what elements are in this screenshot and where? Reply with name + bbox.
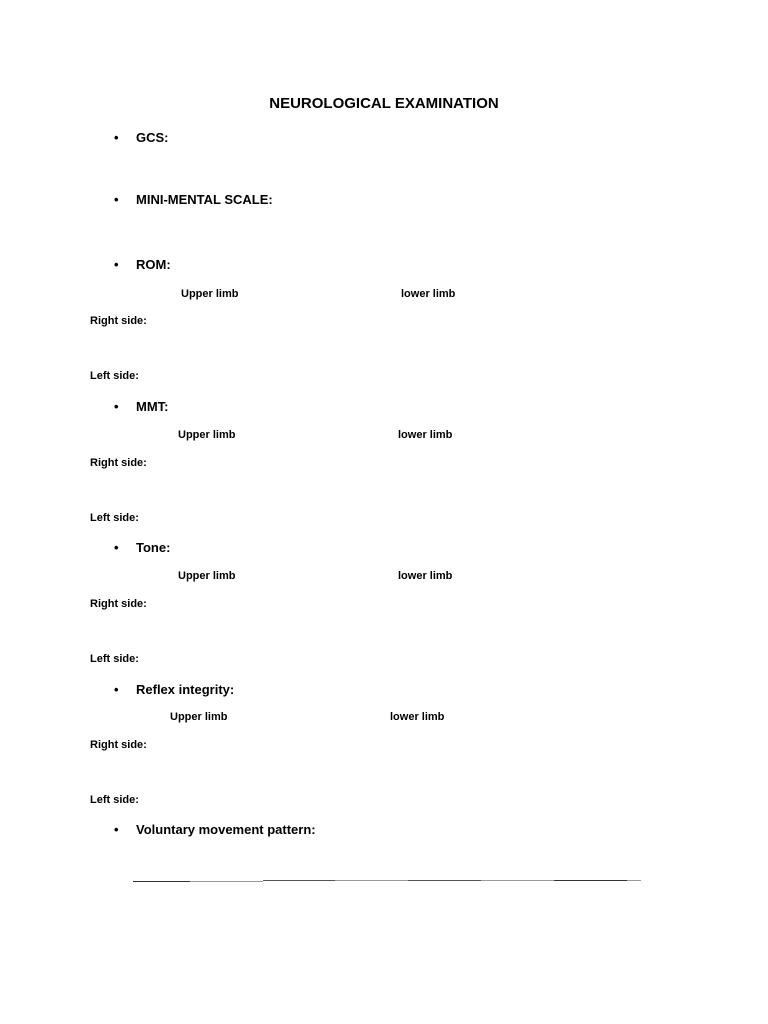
reflex-upper-limb-header: Upper limb	[170, 711, 228, 723]
answer-line-segment	[627, 880, 641, 881]
reflex-lower-limb-header: lower limb	[390, 711, 445, 723]
mmt-left-side-label: Left side:	[90, 512, 139, 524]
rom-left-side-label: Left side:	[90, 370, 139, 382]
mmt-right-side-label: Right side:	[90, 457, 147, 469]
section-label-mmt: MMT:	[136, 399, 169, 414]
rom-upper-limb-header: Upper limb	[181, 288, 239, 300]
bullet-icon: •	[114, 130, 119, 145]
answer-line-segment	[408, 880, 481, 881]
tone-lower-limb-header: lower limb	[398, 570, 453, 582]
section-label-tone: Tone:	[136, 540, 171, 555]
mmt-lower-limb-header: lower limb	[398, 429, 453, 441]
bullet-icon: •	[114, 257, 119, 272]
bullet-icon: •	[114, 399, 119, 414]
section-label-reflex: Reflex integrity:	[136, 682, 235, 697]
bullet-icon: •	[114, 540, 119, 555]
reflex-right-side-label: Right side:	[90, 739, 147, 751]
tone-upper-limb-header: Upper limb	[178, 570, 236, 582]
answer-line-segment	[481, 880, 554, 881]
page-title: NEUROLOGICAL EXAMINATION	[269, 95, 499, 112]
section-label-voluntary: Voluntary movement pattern:	[136, 822, 316, 837]
section-label-rom: ROM:	[136, 257, 171, 272]
tone-left-side-label: Left side:	[90, 653, 139, 665]
section-label-gcs: GCS:	[136, 130, 169, 145]
rom-lower-limb-header: lower limb	[401, 288, 456, 300]
mmt-upper-limb-header: Upper limb	[178, 429, 236, 441]
reflex-left-side-label: Left side:	[90, 794, 139, 806]
answer-line-segment	[190, 881, 263, 882]
answer-line-segment	[263, 880, 335, 881]
rom-right-side-label: Right side:	[90, 315, 147, 327]
answer-line-segment	[554, 880, 627, 881]
answer-line-segment	[133, 881, 190, 882]
bullet-icon: •	[114, 192, 119, 207]
tone-right-side-label: Right side:	[90, 598, 147, 610]
answer-line-segment	[335, 880, 408, 881]
bullet-icon: •	[114, 822, 119, 837]
bullet-icon: •	[114, 682, 119, 697]
section-label-mini-mental: MINI-MENTAL SCALE:	[136, 192, 273, 207]
